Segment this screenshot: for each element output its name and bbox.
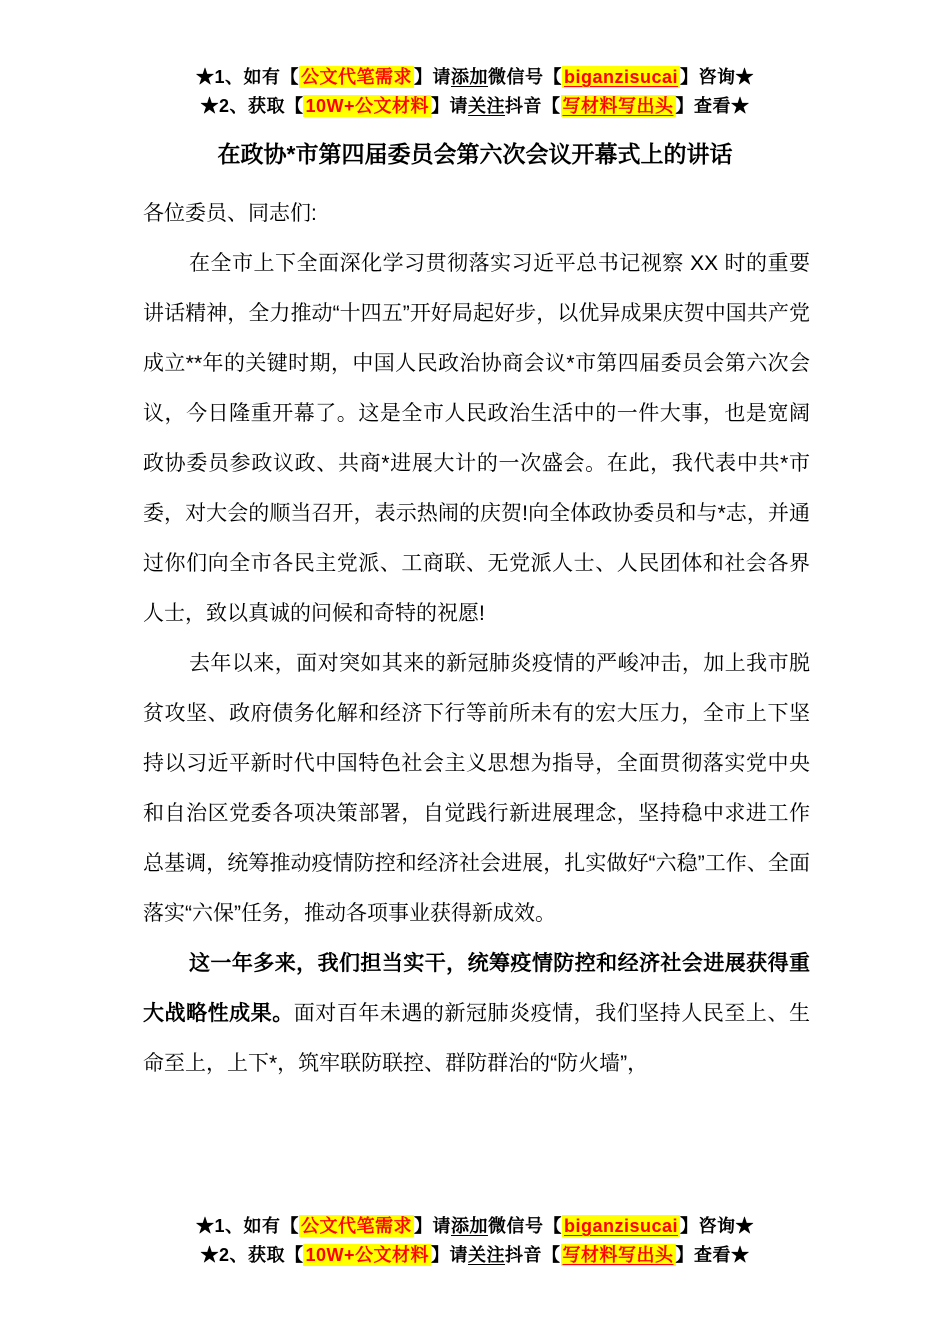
paragraph-1: 在全市上下全面深化学习贯彻落实习近平总书记视察 XX 时的重要讲话精神，全力推动“十四五”开好局起好步，以优异成果庆贺中国共产党成立**年的关键时期，中国人民政治协商会议*市第四届委员会第六次会议，今日隆重开幕了。这是全市人民政治生活中的一件大事，也是宽阔政协委员参政议政、共商*进展大计的一次盛会。在此，我代表中共*市委，对大会的顺当召开，表示热闹的庆贺!向全体政协委员和与*志，并通过你们向全市各民主党派、工商联、无党派人士、人民团体和社会各界人士，致以真诚的问候和奇特的祝愿! <box>143 252 810 626</box>
document-body <box>143 189 810 1089</box>
highlight-phrase-materials: 10W+公文材料 <box>305 1245 430 1265</box>
notice-text: 】请 <box>413 1216 451 1236</box>
notice-text: 】请 <box>413 67 451 87</box>
notice-text: ★1、如有【 <box>195 1216 299 1236</box>
notice-text: 】查看★ <box>675 1245 750 1265</box>
document-title: 在政协*市第四届委员会第六次会议开幕式上的讲话 <box>217 141 733 167</box>
highlight-phrase-materials: 10W+公文材料 <box>305 96 430 116</box>
notice-text: 抖音【 <box>505 96 561 116</box>
underlined-word-follow: 关注 <box>468 1245 506 1265</box>
highlight-douyin-name: 写材料写出头 <box>562 96 674 116</box>
header-notice-line-1 <box>0 63 950 92</box>
highlight-wechat-id: biganzisucai <box>563 67 679 87</box>
underlined-word-add: 添加 <box>450 67 488 87</box>
notice-text: ★2、获取【 <box>200 96 304 116</box>
highlight-wechat-id: biganzisucai <box>563 1216 679 1236</box>
highlight-douyin-name: 写材料写出头 <box>562 1245 674 1265</box>
notice-text: 】咨询★ <box>680 67 755 87</box>
notice-text: 】请 <box>431 1245 469 1265</box>
footer-notice <box>0 1212 950 1270</box>
salutation: 各位委员、同志们: <box>143 202 317 226</box>
header-notice <box>0 0 950 121</box>
underlined-word-follow: 关注 <box>468 96 506 116</box>
notice-text: 微信号【 <box>487 1216 562 1236</box>
underlined-word-add: 添加 <box>450 1216 488 1236</box>
paragraph-3-bold-lead: 这一年多来，我们担当实干，统筹疫情防控和经济社会进展获得重大战略性成果。 <box>143 952 810 1026</box>
highlight-phrase-writing-service: 公文代笔需求 <box>300 1216 412 1236</box>
notice-text: ★1、如有【 <box>195 67 299 87</box>
footer-notice-line-2 <box>0 1241 950 1270</box>
notice-text: 】请 <box>431 96 469 116</box>
paragraph-3-rest: 面对百年未遇的新冠肺炎疫情，我们坚持人民至上、生命至上，上下*，筑牢联防联控、群防群治的“防火墙”， <box>143 1002 810 1076</box>
notice-text: 】查看★ <box>675 96 750 116</box>
highlight-phrase-writing-service: 公文代笔需求 <box>300 67 412 87</box>
header-notice-line-2 <box>0 92 950 121</box>
footer-notice-line-1 <box>0 1212 950 1241</box>
paragraph-3 <box>143 939 810 1089</box>
paragraph-2: 去年以来，面对突如其来的新冠肺炎疫情的严峻冲击，加上我市脱贫攻坚、政府债务化解和经济下行等前所未有的宏大压力，全市上下坚持以习近平新时代中国特色社会主义思想为指导，全面贯彻落实党中央和自治区党委各项决策部署，自觉践行新进展理念，坚持稳中求进工作总基调，统筹推动疫情防控和经济社会进展，扎实做好“六稳”工作、全面落实“六保”任务，推动各项事业获得新成效。 <box>143 652 810 926</box>
notice-text: ★2、获取【 <box>200 1245 304 1265</box>
notice-text: 微信号【 <box>487 67 562 87</box>
notice-text: 】咨询★ <box>680 1216 755 1236</box>
notice-text: 抖音【 <box>505 1245 561 1265</box>
